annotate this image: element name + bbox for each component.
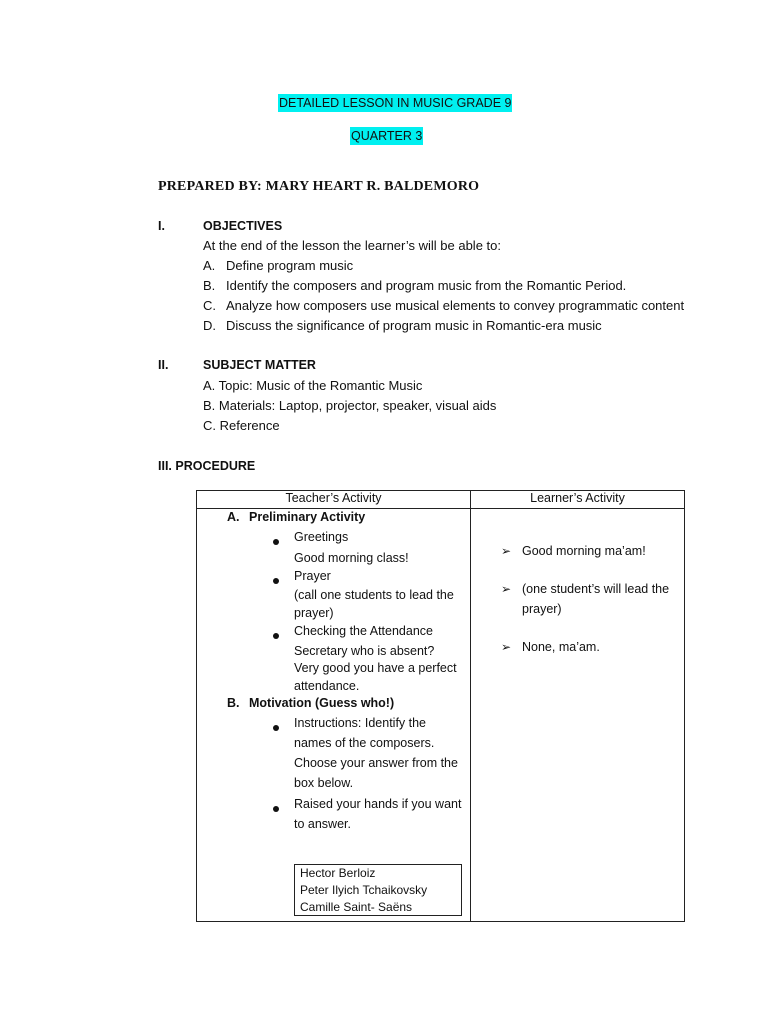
objective-letter: D. bbox=[203, 318, 216, 333]
teacher-line: (call one students to lead the bbox=[294, 588, 454, 602]
composer-name: Hector Berloiz bbox=[300, 866, 376, 880]
teacher-line: Very good you have a perfect bbox=[294, 661, 457, 675]
prepared-by: PREPARED BY: MARY HEART R. BALDEMORO bbox=[158, 179, 480, 194]
bullet-icon bbox=[273, 801, 279, 815]
section1-heading: OBJECTIVES bbox=[203, 219, 283, 233]
arrow-bullet-icon: ➢ bbox=[501, 640, 512, 654]
quarter-label: QUARTER 3 bbox=[351, 129, 423, 143]
subject-item: A. Topic: Music of the Romantic Music bbox=[203, 378, 423, 393]
composer-names-box bbox=[294, 864, 462, 916]
bullet-icon bbox=[273, 628, 279, 642]
arrow-bullet-icon: ➢ bbox=[501, 582, 512, 596]
composer-name: Peter Ilyich Tchaikovsky bbox=[300, 883, 428, 897]
subject-item: B. Materials: Laptop, projector, speaker, visual aids bbox=[203, 398, 497, 413]
arrow-bullet-icon: ➢ bbox=[501, 544, 512, 558]
teacher-line: box below. bbox=[294, 776, 354, 790]
objective-item bbox=[203, 298, 684, 313]
attendance-label: Checking the Attendance bbox=[294, 624, 433, 638]
teacher-line: Secretary who is absent? bbox=[294, 644, 435, 658]
teacher-line: Raised your hands if you want bbox=[294, 797, 462, 811]
objective-item bbox=[203, 278, 626, 293]
table-row bbox=[197, 509, 685, 922]
objective-text: Identify the composers and program music from the Romantic Period. bbox=[226, 278, 627, 293]
table-header-row bbox=[197, 491, 685, 509]
objective-item bbox=[203, 318, 602, 333]
prayer-label: Prayer bbox=[294, 569, 331, 583]
objective-text: Discuss the significance of program music in Romantic-era music bbox=[226, 318, 602, 333]
preliminary-heading: Preliminary Activity bbox=[249, 510, 366, 524]
procedure-table bbox=[196, 490, 685, 922]
bullet-icon bbox=[273, 573, 279, 587]
learner-activity-cell bbox=[471, 509, 685, 922]
header-teacher-activity: Teacher’s Activity bbox=[197, 491, 471, 509]
subject-item: C. Reference bbox=[203, 418, 280, 433]
teacher-line: attendance. bbox=[294, 679, 360, 693]
composer-name: Camille Saint- Saëns bbox=[300, 900, 413, 914]
motivation-heading: Motivation (Guess who!) bbox=[249, 696, 395, 710]
objective-letter: C. bbox=[203, 298, 216, 313]
learner-line: prayer) bbox=[522, 602, 562, 616]
objective-text: Analyze how composers use musical elements to convey programmatic content bbox=[226, 298, 685, 313]
section3-heading: III. PROCEDURE bbox=[158, 459, 256, 473]
bullet-icon bbox=[273, 720, 279, 734]
teacher-line: names of the composers. bbox=[294, 736, 435, 750]
teacher-line: Instructions: Identify the bbox=[294, 716, 427, 730]
teacher-line: Choose your answer from the bbox=[294, 756, 458, 770]
section1-intro: At the end of the lesson the learner’s will be able to: bbox=[203, 238, 501, 253]
section1-numeral: I. bbox=[158, 219, 165, 233]
motivation-letter: B. bbox=[227, 696, 240, 710]
section2-heading: SUBJECT MATTER bbox=[203, 358, 316, 372]
bullet-icon bbox=[273, 534, 279, 548]
objective-item bbox=[203, 258, 353, 273]
teacher-activity-cell bbox=[197, 509, 471, 922]
section2-numeral: II. bbox=[158, 358, 169, 372]
teacher-line: Good morning class! bbox=[294, 551, 409, 565]
learner-line: (one student’s will lead the bbox=[522, 582, 670, 596]
teacher-line: prayer) bbox=[294, 606, 334, 620]
objective-letter: B. bbox=[203, 278, 216, 293]
learner-line: None, ma’am. bbox=[522, 640, 600, 654]
objective-text: Define program music bbox=[226, 258, 354, 273]
learner-line: Good morning ma’am! bbox=[522, 544, 646, 558]
teacher-line: to answer. bbox=[294, 817, 351, 831]
greetings-label: Greetings bbox=[294, 530, 349, 544]
header-learner-activity: Learner’s Activity bbox=[471, 491, 685, 509]
objective-letter: A. bbox=[203, 258, 216, 273]
document-title: DETAILED LESSON IN MUSIC GRADE 9 bbox=[279, 96, 512, 110]
preliminary-letter: A. bbox=[227, 510, 240, 524]
